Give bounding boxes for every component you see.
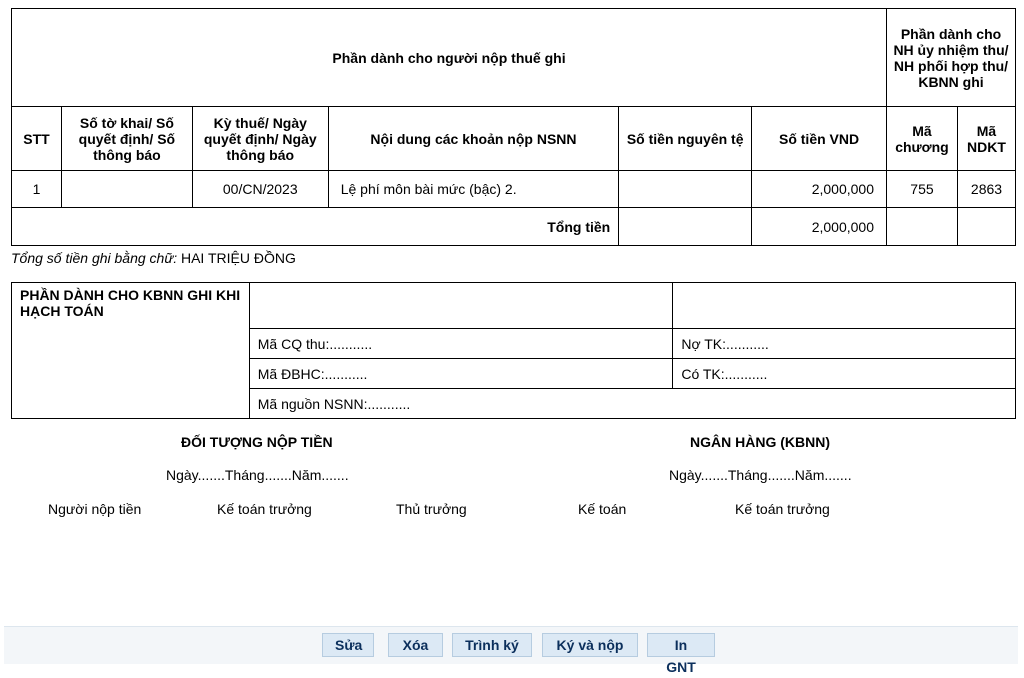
- cell-so-tien-nguyen-te: [619, 171, 752, 208]
- amount-in-words-value: HAI TRIỆU ĐỒNG: [177, 250, 296, 266]
- col-so-to-khai: Số tờ khai/ Số quyết định/ Số thông báo: [61, 107, 192, 171]
- total-nguyen-te: [619, 208, 752, 246]
- kbnn-empty-mid: [249, 283, 673, 329]
- cell-ma-ndkt: 2863: [957, 171, 1015, 208]
- right-signature-heading: NGÂN HÀNG (KBNN): [690, 434, 830, 450]
- bank-section-header: Phần dành cho NH ủy nhiệm thu/ NH phối hợp thu/ KBNN ghi: [887, 9, 1016, 107]
- sig-thu-truong: Thủ trưởng: [396, 501, 467, 517]
- col-ky-thue: Kỳ thuế/ Ngày quyết định/ Ngày thông báo: [192, 107, 328, 171]
- table-row: [12, 171, 1016, 208]
- kbnn-ma-cq-thu: Mã CQ thu:...........: [249, 329, 673, 359]
- kbnn-empty-right: [673, 283, 1016, 329]
- total-empty-ndkt: [957, 208, 1015, 246]
- col-so-tien-nguyen-te: Số tiền nguyên tệ: [619, 107, 752, 171]
- edit-button[interactable]: Sửa: [322, 633, 374, 657]
- col-noi-dung: Nội dung các khoản nộp NSNN: [328, 107, 619, 171]
- cell-so-to-khai: [61, 171, 192, 208]
- cell-stt: 1: [12, 171, 62, 208]
- total-label: Tổng tiền: [12, 208, 619, 246]
- sig-ke-toan: Kế toán: [578, 501, 627, 517]
- kbnn-co-tk: Có TK:...........: [673, 359, 1016, 389]
- cell-ma-chuong: 755: [887, 171, 958, 208]
- total-empty-chuong: [887, 208, 958, 246]
- kbnn-ma-nguon: Mã nguồn NSNN:...........: [249, 389, 1015, 419]
- total-vnd: 2,000,000: [752, 208, 887, 246]
- sig-ke-toan-truong-right: Kế toán trưởng: [735, 501, 830, 517]
- amount-in-words: [11, 250, 296, 266]
- right-date-line: Ngày.......Tháng.......Năm.......: [669, 467, 852, 483]
- kbnn-title: PHẦN DÀNH CHO KBNN GHI KHI HẠCH TOÁN: [12, 283, 250, 329]
- kbnn-ma-dbhc: Mã ĐBHC:...........: [249, 359, 673, 389]
- delete-button[interactable]: Xóa: [388, 633, 443, 657]
- amount-in-words-label: Tổng số tiền ghi bằng chữ:: [11, 250, 178, 266]
- taxpayer-section-header: Phần dành cho người nộp thuế ghi: [12, 9, 887, 107]
- cell-so-tien-vnd: 2,000,000: [752, 171, 887, 208]
- col-ma-chuong: Mã chương: [887, 107, 958, 171]
- print-gnt-button[interactable]: In GNT: [647, 633, 715, 657]
- sig-ke-toan-truong-left: Kế toán trưởng: [217, 501, 312, 517]
- sign-and-submit-button[interactable]: Ký và nộp: [542, 633, 638, 657]
- payment-table: [11, 8, 1016, 246]
- col-so-tien-vnd: Số tiền VND: [752, 107, 887, 171]
- kbnn-left-blank: [12, 329, 250, 419]
- sig-nguoi-nop-tien: Người nộp tiền: [48, 501, 142, 517]
- cell-ky-thue: 00/CN/2023: [192, 171, 328, 208]
- col-stt: STT: [12, 107, 62, 171]
- total-row: [12, 208, 1016, 246]
- action-bar: [4, 626, 1018, 675]
- submit-for-signing-button[interactable]: Trình ký: [452, 633, 532, 657]
- left-date-line: Ngày.......Tháng.......Năm.......: [166, 467, 349, 483]
- col-ma-ndkt: Mã NDKT: [957, 107, 1015, 171]
- kbnn-no-tk: Nợ TK:...........: [673, 329, 1016, 359]
- cell-noi-dung: Lệ phí môn bài mức (bậc) 2.: [328, 171, 619, 208]
- kbnn-table: [11, 282, 1016, 419]
- left-signature-heading: ĐỐI TƯỢNG NỘP TIỀN: [181, 434, 333, 450]
